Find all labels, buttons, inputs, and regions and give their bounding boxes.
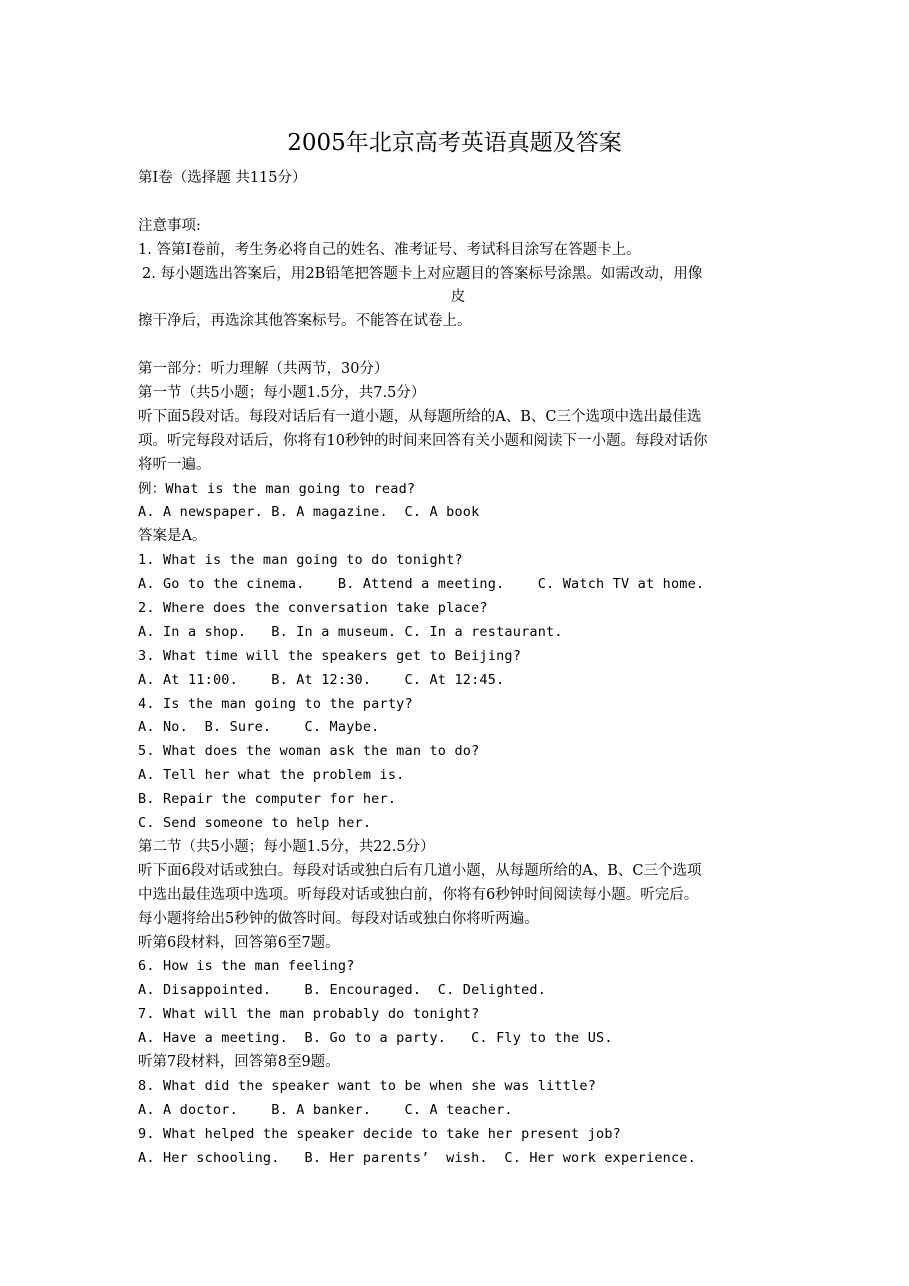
material-6-instruction: 听第6段材料，回答第6至7题。 [138,934,340,951]
section2-instructions-line2: 中选出最佳选项中选项。听每段对话或独白前，你将有6秒钟时间阅读每小题。听完后。 [138,886,699,903]
section2-instructions-line3: 每小题将给出5秒钟的做答时间。每段对话或独白你将听两遍。 [138,910,539,927]
question-4: 4. Is the man going to the party? [138,695,413,712]
question-8-options: A. A doctor. B. A banker. C. A teacher. [138,1101,513,1118]
question-3-options: A. At 11:00. B. At 12:30. C. At 12:45. [138,671,505,688]
section1-instructions-line2: 项。听完每段对话后，你将有10秒钟的时间来回答有关小题和阅读下一小题。每段对话你 [138,432,708,449]
question-9-options: A. Her schooling. B. Her parents’ wish. C. Her work experience. [138,1149,696,1166]
section2-instructions-line1: 听下面6段对话或独白。每段对话或独白后有几道小题，从每题所给的A、B、C三个选项 [138,862,702,879]
notes-heading: 注意事项: [138,217,201,234]
question-1-options: A. Go to the cinema. B. Attend a meeting. C. Watch TV at home. [138,576,705,593]
blank-line [138,191,778,215]
question-5: 5. What does the woman ask the man to do? [138,743,480,760]
question-2: 2. Where does the conversation take place? [138,600,488,617]
question-6-options: A. Disappointed. B. Encouraged. C. Delighted. [138,982,547,999]
question-4-options: A. No. B. Sure. C. Maybe. [138,719,380,736]
question-5-option-b: B. Repair the computer for her. [138,791,397,808]
question-7-options: A. Have a meeting. B. Go to a party. C. Fly to the US. [138,1030,613,1047]
question-9: 9. What helped the speaker decide to take her present job? [138,1125,622,1142]
example-options: A. A newspaper. B. A magazine. C. A book [138,504,480,521]
question-2-options: A. In a shop. B. In a museum. C. In a restaurant. [138,623,563,640]
note-item-2-end: 擦干净后，再选涂其他答案标号。不能答在试卷上。 [138,313,472,330]
question-7: 7. What will the man probably do tonight? [138,1006,480,1023]
section1-heading: 第一节（共5小题；每小题1.5分，共7.5分） [138,385,426,402]
blank-line [138,334,778,358]
section2-heading: 第二节（共5小题；每小题1.5分，共22.5分） [138,838,435,855]
example-answer: 答案是A。 [138,528,207,545]
question-6: 6. How is the man feeling? [138,958,355,975]
part1-heading: 第一部分：听力理解（共两节，30分） [138,361,389,378]
question-5-option-a: A. Tell her what the problem is. [138,767,405,784]
note-item-2-continuation: 皮 [450,289,466,306]
document-title: 2005年北京高考英语真题及答案 [287,130,622,156]
document-body [138,167,778,1170]
note-item-2: 2. 每小题选出答案后，用2B铅笔把答题卡上对应题目的答案标号涂黑。如需改动，用像 [142,265,703,282]
question-3: 3. What time will the speakers get to Beijing? [138,647,522,664]
example-question: 例：What is the man going to read? [138,480,416,497]
note-item-1: 1. 答第Ⅰ卷前，考生务必将自己的姓名、准考证号、考试科目涂写在答题卡上。 [138,241,641,258]
question-1: 1. What is the man going to do tonight? [138,552,463,569]
question-5-option-c: C. Send someone to help her. [138,815,372,832]
material-7-instruction: 听第7段材料，回答第8至9题。 [138,1053,340,1070]
section1-instructions-line1: 听下面5段对话。每段对话后有一道小题，从每题所给的A、B、C三个选项中选出最佳选 [138,408,702,425]
section1-instructions-line3: 将听一遍。 [138,456,211,473]
question-8: 8. What did the speaker want to be when she was little? [138,1077,597,1094]
paper-header: 第Ⅰ卷（选择题 共115分） [138,170,307,186]
